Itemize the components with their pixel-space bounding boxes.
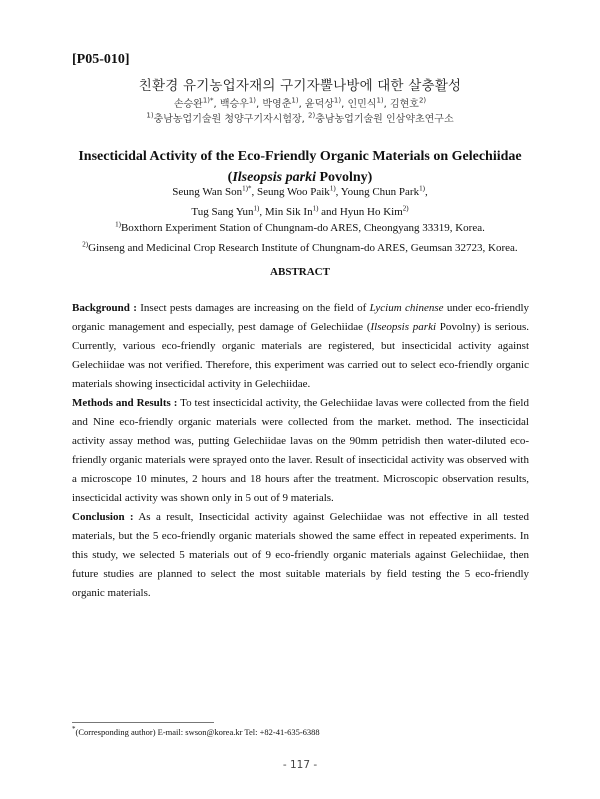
author-affiliation-mark: 1): [329, 184, 336, 193]
author-name: Hyun Ho Kim: [339, 206, 403, 218]
background-paragraph: Background : Insect pests damages are increasing on the field of Lycium chinense under eco-friendly organic management and especially, pest damage of Gelechiidae (Ilseopsis parki Povolny) is serious. Currently, various eco-friendly organic materials are registered, but insecticidal activity against Gelechiidae was not verified. Therefore, this experiment was carried out to select eco-friendly organic materials showing insecticidal activity in Gelechiidae.: [72, 302, 530, 390]
abstract-body: [72, 299, 529, 603]
author-affiliation-mark: 1): [333, 96, 342, 105]
author-name: Young Chun Park: [340, 186, 420, 198]
species-name: Ilseopsis parki: [232, 170, 316, 185]
english-affiliations: [0, 218, 600, 258]
author-affiliation-mark: 2): [418, 96, 427, 105]
affiliation-2: 충남농업기술원 인삼약초연구소: [315, 114, 454, 125]
author-name: 손승완: [173, 99, 203, 110]
english-title-line1: Insecticidal Activity of the Eco-Friendly Organic Materials on Gelechiidae: [78, 149, 522, 164]
affiliation-1: 충남농업기술원 청양구기자시험장: [153, 114, 302, 125]
footnote-text: (Corresponding author) E-mail: swson@korea.kr Tel: +82-41-635-6388: [75, 727, 320, 737]
affiliation-mark: 2): [82, 240, 89, 249]
author-affiliation-mark: 1): [419, 184, 425, 193]
author-name: Seung Woo Paik: [256, 186, 330, 198]
background-label: Background :: [72, 302, 137, 314]
affiliation-mark: 2): [308, 111, 316, 120]
affiliation-2: Ginseng and Medicinal Crop Research Institute of Chungnam-do ARES, Geumsan 32723, Korea.: [88, 242, 518, 254]
author-name: Min Sik In: [264, 206, 313, 218]
page-number: - 117 -: [282, 759, 318, 771]
author-affiliation-mark: 1): [312, 204, 319, 213]
author-name: 백승우: [219, 99, 249, 110]
footnote-divider: [72, 722, 214, 723]
author-name: 윤덕상: [304, 99, 334, 110]
author-affiliation-mark: 1): [291, 96, 299, 105]
author-affiliation-mark: 1): [376, 96, 384, 105]
affiliation-1: Boxthorn Experiment Station of Chungnam-do ARES, Cheongyang 33319, Korea.: [120, 222, 485, 234]
footnote: *(Corresponding author) E-mail: swson@korea.kr Tel: +82-41-635-6388: [72, 725, 320, 737]
methods-paragraph: Methods and Results : To test insecticidal activity, the Gelechiidae lavas were collected from the field and Nine eco-friendly organic materials were collected from the market. method. The insecticidal activity assay method was, putting Gelechiidae lavas on the 90mm petridish then water-diluted eco-friendly organic materials were sprayed onto the laver. Result of insecticidal activity was observed with a microscope 10 minutes, 2 hours and 18 hours after the treatment. Microscopic observation results, insecticidal activity was shown only in 5 out of 9 materials.: [72, 397, 529, 504]
english-authors: Seung Wan Son$^{1)*}$, Seung Woo Paik$^{1)}$, Young Chun Park$^{1)}$, Tug Sang Yun$^{1)}$, Min Sik In$^{1)}$ and Hyun Ho Kim$^{2)}$: [172, 184, 428, 218]
author-affiliation-mark: 1): [253, 204, 260, 213]
author-name: 김현호: [389, 99, 419, 110]
abstract-heading: ABSTRACT: [270, 266, 330, 278]
english-title-line2: (Ilseopsis parki Povolny): [227, 170, 373, 185]
affiliation-mark: 1): [115, 220, 121, 229]
conclusion-paragraph: Conclusion : As a result, Insecticidal activity against Gelechiidae was not effective in all tested materials, but the 5 eco-friendly organic materials showed the same effect in repeated experiments. In this study, we selected 5 materials out of 9 eco-friendly organic materials against Gelechiidae, then future studies are planned to select the most suitable materials by field testing the 5 eco-friendly organic materials.: [72, 511, 529, 599]
author-affiliation-mark: 1)*: [202, 96, 214, 105]
author-name: Seung Wan Son: [172, 186, 243, 198]
author-name: Tug Sang Yun: [191, 206, 254, 218]
author-affiliation-mark: 1)*: [242, 184, 252, 193]
korean-affiliations: $^{1)}$충남농업기술원 청양구기자시험장, $^{2)}$충남농업기술원 인삼약초연구소: [146, 111, 454, 125]
affiliation-mark: 1): [146, 111, 154, 120]
author-name: 박영춘: [262, 99, 292, 110]
korean-title: 친환경 유기농업자재의 구기자뿔나방에 대한 살충활성: [138, 78, 462, 94]
korean-authors: 손승완$^{1)*}$, 백승우$^{1)}$, 박영춘$^{1)}$, 윤덕상$^{1)}$, 인민식$^{1)}$, 김현호$^{2)}$: [173, 96, 427, 110]
species-name: Ilseopsis parki: [370, 321, 437, 333]
methods-label: Methods and Results :: [72, 397, 178, 409]
paper-code: [P05-010]: [72, 52, 130, 67]
species-name: Lycium chinense: [369, 302, 444, 314]
author-affiliation-mark: 1): [248, 96, 257, 105]
author-affiliation-mark: 2): [402, 204, 409, 213]
conclusion-label: Conclusion :: [72, 511, 134, 523]
author-name: 인민식: [347, 99, 377, 110]
